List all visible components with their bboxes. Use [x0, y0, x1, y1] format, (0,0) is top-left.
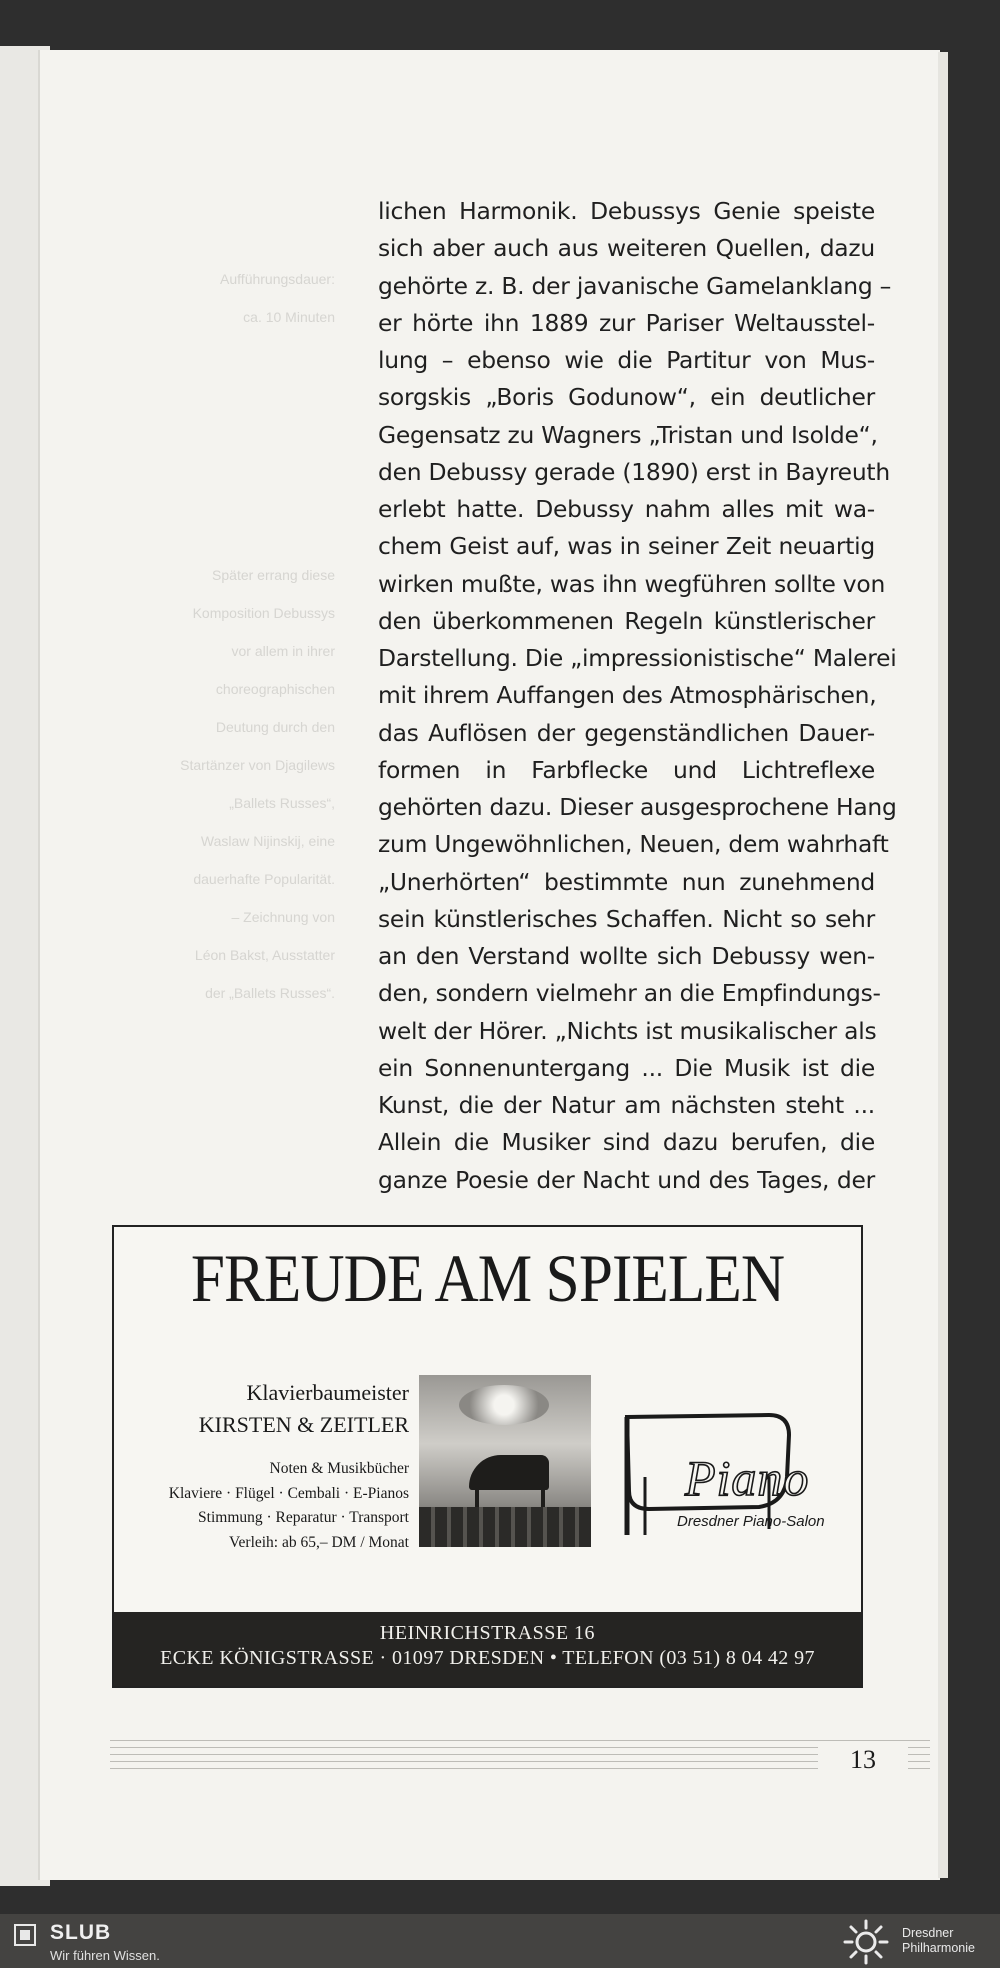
text-line: „Unerhörten“ bestimmte nun zunehmend [378, 867, 875, 896]
ad-master-title: Klavierbaumeister [246, 1380, 409, 1405]
text-line: chem Geist auf, was in seiner Zeit neuartig [378, 532, 875, 561]
text-line: wirken mußte, was ihn wegführen sollte von [378, 569, 886, 598]
logo-word: Piano [685, 1450, 810, 1506]
text-line: erlebt hatte. Debussy nahm alles mit wa- [378, 495, 875, 523]
caption-line: – Zeichnung von [231, 909, 335, 925]
chair-rows [419, 1507, 591, 1547]
philharmonie-name [902, 1926, 975, 1956]
text-line: formen in Farbflecke und Lichtreflexe [378, 755, 875, 784]
text-line: lichen Harmonik. Debussys Genie speiste [378, 197, 875, 225]
text-line: sich aber auch aus weiteren Quellen, dazu [378, 234, 875, 263]
text-line: mit ihrem Auffangen des Atmosphärischen, [378, 681, 877, 710]
text-line: lung – ebenso wie die Partitur von Mus- [378, 346, 875, 374]
text-line: den, sondern vielmehr an die Empfindungs- [378, 979, 881, 1008]
text-line: gehörten dazu. Dieser ausgesprochene Hang [378, 793, 897, 821]
text-line: ganze Poesie der Nacht und des Tages, der [378, 1165, 875, 1194]
ad-company-info [124, 1377, 409, 1555]
text-line: Gegensatz zu Wagners „Tristan und Isolde“, [378, 420, 878, 449]
logo-subtitle: Dresdner Piano-Salon [677, 1513, 825, 1530]
piano-leg [541, 1487, 545, 1507]
text-line: welt der Hörer. „Nichts ist musikalischer als [378, 1016, 877, 1045]
ad-footer [114, 1612, 861, 1686]
viewer-footer-bar [0, 1914, 1000, 1968]
service-line: Verleih: ab 65,– DM / Monat [229, 1533, 409, 1551]
ad-street: HEINRICHSTRASSE 16 [379, 1622, 596, 1644]
piano-salon-logo [619, 1407, 839, 1547]
slub-tagline: Wir führen Wissen. [50, 1948, 160, 1963]
caption-line: Startänzer von Djagilews [180, 757, 335, 773]
slub-name: SLUB [50, 1921, 112, 1944]
service-line: Noten & Musikbücher [269, 1460, 409, 1477]
piano-advertisement [112, 1225, 863, 1688]
slub-mark-icon [14, 1924, 36, 1946]
service-line: Klaviere · Flügel · Cembali · E-Pianos [168, 1484, 409, 1502]
text-line: das Auflösen der gegenständlichen Dauer- [378, 718, 875, 747]
phil-line: Philharmonie [902, 1941, 975, 1955]
page-right-edge [938, 52, 948, 1878]
caption-line: dauerhafte Popularität. [193, 871, 335, 887]
service-line: Stimmung · Reparatur · Transport [198, 1509, 409, 1526]
text-line: Darstellung. Die „impressionistische“ Malerei [378, 644, 897, 672]
text-line: ein Sonnenuntergang ... Die Musik ist die [378, 1053, 875, 1082]
caption-line: vor allem in ihrer [231, 643, 335, 659]
caption-line: Deutung durch den [215, 719, 335, 735]
phil-line: Dresdner [902, 1926, 954, 1940]
text-line: sorgskis „Boris Godunow“, ein deutlicher [378, 383, 875, 412]
caption-line: „Ballets Russes“, [229, 795, 335, 811]
text-line: an den Verstand wollte sich Debussy wen- [378, 942, 875, 970]
text-line: den überkommenen Regeln künstlerischer [378, 606, 875, 635]
grand-piano [469, 1455, 549, 1490]
caption-line: Komposition Debussys [192, 605, 335, 621]
sidebar-bleedthrough-top [110, 260, 335, 336]
ad-firm-name: KIRSTEN & ZEITLER [198, 1412, 409, 1437]
text-line: den Debussy gerade (1890) erst in Bayreuth [378, 457, 890, 486]
ad-services [124, 1457, 409, 1555]
sidebar-caption [110, 556, 335, 1012]
article-body [378, 193, 897, 1199]
text-line: sein künstlerisches Schaffen. Nicht so sehr [378, 904, 875, 933]
text-line: er hörte ihn 1889 zur Pariser Weltausstel- [378, 308, 875, 337]
caption-line: choreographischen [215, 681, 335, 697]
caption-line: Später errang diese [212, 567, 335, 583]
page-number: 13 [818, 1745, 908, 1775]
piano-salon-photo [419, 1375, 591, 1547]
caption-line: der „Ballets Russes“. [205, 985, 335, 1001]
sidebar-line: ca. 10 Minuten [243, 309, 335, 325]
ad-address: ECKE KÖNIGSTRASSE · 01097 DRESDEN • TELEFON (03 51) 8 04 42 97 [160, 1647, 815, 1669]
philharmonie-sunburst-icon[interactable] [843, 1919, 889, 1965]
piano-leg [475, 1487, 479, 1507]
music-staff-lines [110, 1740, 930, 1774]
sidebar-line: Aufführungsdauer: [220, 271, 335, 287]
text-line: Allein die Musiker sind dazu berufen, die [378, 1128, 875, 1157]
caption-line: Léon Bakst, Ausstatter [194, 947, 335, 963]
text-line: Kunst, die der Natur am nächsten steht ... [378, 1091, 875, 1119]
text-line: gehörte z. B. der javanische Gamelanklang – [378, 271, 892, 300]
ad-headline: FREUDE AM SPIELEN [190, 1240, 785, 1316]
caption-line: Waslaw Nijinskij, eine [200, 833, 335, 849]
chandelier [459, 1385, 549, 1425]
text-line: zum Ungewöhnlichen, Neuen, dem wahrhaft [378, 830, 889, 859]
